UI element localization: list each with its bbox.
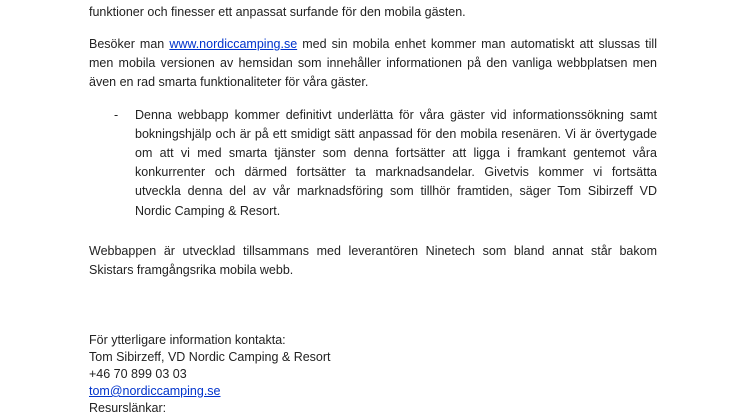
resources-label: Resurslänkar:: [89, 401, 167, 415]
contact-heading: För ytterligare information kontakta:: [89, 333, 286, 347]
para2-line1: [89, 36, 657, 53]
contact-email-line: [89, 383, 221, 400]
quote-line-1: Denna webbapp kommer definitivt underlätta för våra gäster vid informationssökning samt: [135, 108, 657, 122]
para2-line3: även en rad smarta funktionaliteter för våra gäster.: [89, 75, 369, 89]
quote-line-5: utveckla denna del av vår marknadsföring som tillhör framtiden, säger Tom Sibirzeff VD: [135, 184, 657, 198]
para2-prefix: Besöker man: [89, 37, 170, 51]
quote-bullet-dash: -: [114, 108, 119, 122]
quote-line-6: Nordic Camping & Resort.: [135, 204, 281, 218]
para2-suffix: med sin mobila enhet kommer man automatiskt att slussas till: [297, 37, 657, 51]
website-link[interactable]: www.nordiccamping.se: [169, 37, 298, 51]
para2-line2: men mobila versionen av hemsidan som innehåller informationen på den vanliga webbplatsen men: [89, 56, 657, 70]
quote-line-3: om att vi med smarta tjänster som denna fortsätter att ligga i framkant gentemot våra: [135, 146, 657, 160]
contact-phone: +46 70 899 03 03: [89, 367, 187, 381]
contact-email-link[interactable]: tom@nordiccamping.se: [89, 384, 221, 398]
contact-name: Tom Sibirzeff, VD Nordic Camping & Resort: [89, 350, 331, 364]
para3-line2: Skistars framgångsrika mobila webb.: [89, 263, 294, 277]
quote-line-2: bokningshjälp och är på ett smidigt sätt anpassad för den mobila resenären. Vi är övertygade: [135, 127, 657, 141]
intro-tail-text: funktioner och finesser ett anpassat surfande för den mobila gästen.: [89, 5, 466, 19]
document-page: [89, 0, 657, 419]
para3-line1: Webbappen är utvecklad tillsammans med leverantören Ninetech som bland annat står bakom: [89, 244, 657, 258]
quote-line-4: konkurrenter och därmed fortsätter ta marknadsandelar. Givetvis kommer vi fortsätta: [135, 165, 657, 179]
